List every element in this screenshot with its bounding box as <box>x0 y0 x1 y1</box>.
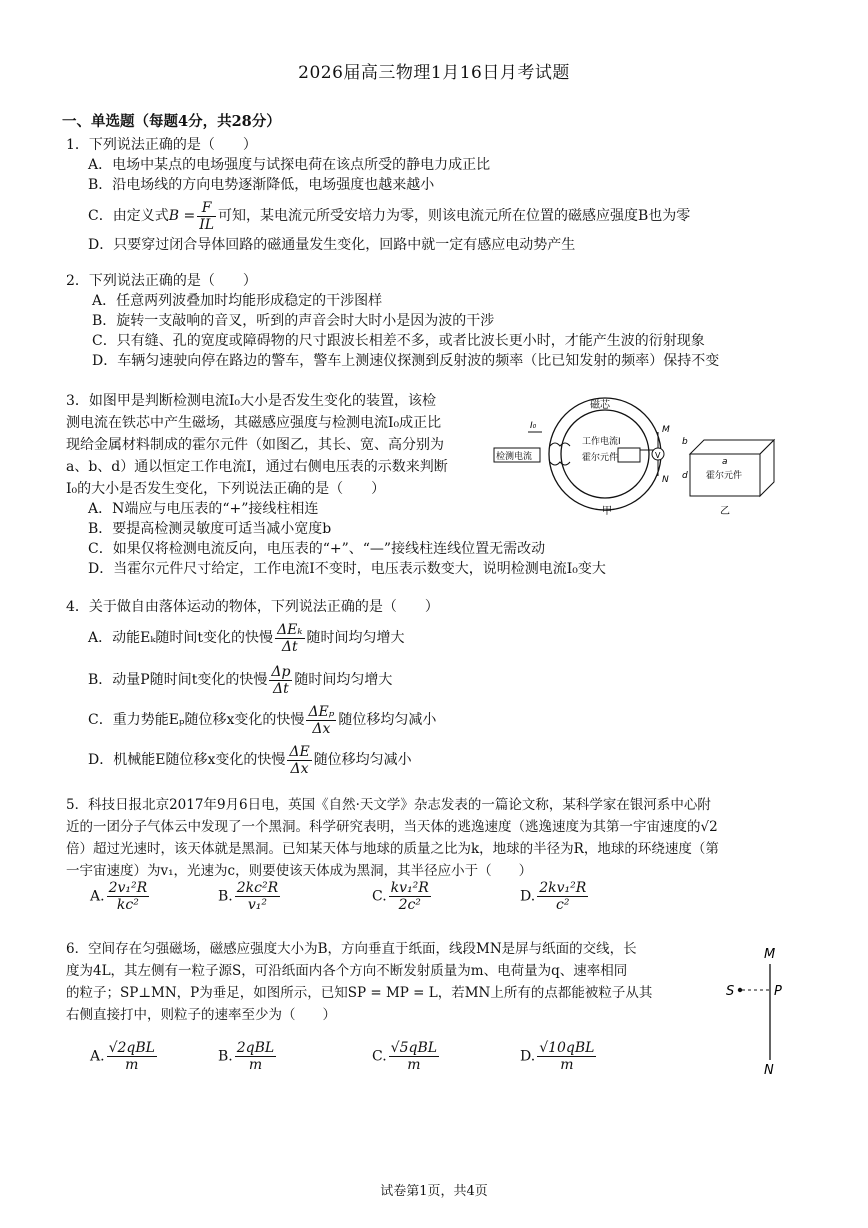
work-current-label: 工作电流I <box>582 437 621 447</box>
q1-option-a: A．电场中某点的电场强度与试探电荷在该点所受的静电力成正比 <box>88 157 491 173</box>
q6-option-c: C. $\frac{\text{√5qBL}}{m}$ <box>372 1040 438 1073</box>
q3-option-c: C．如果仅将检测电流反向，电压表的“+”、“—”接线柱连线位置无需改动 <box>88 541 546 557</box>
q4-option-c: C．重力势能Eₚ随位移x变化的快慢 $\frac{\text{ΔEₚ}}{\Delta x}$ 随位移均匀减小 <box>88 703 437 737</box>
height-d-label: d <box>682 471 688 481</box>
detect-current-label: 检测电流 <box>496 452 533 462</box>
q6-line-4: 右侧直接打中，则粒子的速率至少为（ ） <box>66 1007 336 1023</box>
section-heading: 一、单选题（每题4分，共28分） <box>62 113 281 130</box>
n-terminal-label: N <box>662 475 669 485</box>
q3-line-4: a、b、d）通以恒定工作电流I，通过右侧电压表的示数来判断 <box>66 459 448 475</box>
i0-label: I₀ <box>530 421 537 431</box>
label-s: S <box>726 984 735 999</box>
width-b-label: b <box>682 437 688 447</box>
q6-option-a: A. $\frac{\text{√2qBL}}{m}$ <box>90 1040 155 1073</box>
q3-line-1: 3．如图甲是判断检测电流I₀大小是否发生变化的装置，该检 <box>66 393 437 409</box>
q3-option-a: A．N端应与电压表的“+”接线柱相连 <box>88 501 319 517</box>
q4-stem: 4．关于做自由落体运动的物体，下列说法正确的是（ ） <box>66 599 439 615</box>
page-footer: 试卷第1页，共4页 <box>380 1184 488 1199</box>
figure-yi-label: 乙 <box>720 506 730 517</box>
q5-option-b: B. $\frac{\text{2kc²R}}{\text{v₁²}}$ <box>218 880 279 913</box>
q4-option-d: D．机械能E随位移x变化的快慢 $\frac{\Delta E}{\Delta x}$ 随位移均匀减小 <box>88 743 412 777</box>
q5-line-2: 近的一团分子气体云中发现了一个黑洞。科学研究表明，当天体的逃逸速度（逃逸速度为其第一宇宙速度的√2 <box>66 819 718 835</box>
coil-icon <box>550 443 570 465</box>
hall-box-icon <box>690 440 774 496</box>
q2-option-a: A．任意两列波叠加时均能形成稳定的干涉图样 <box>92 293 383 309</box>
q2-option-b: B．旋转一支敲响的音叉，听到的声音会时大时小是因为波的干涉 <box>92 313 495 329</box>
q5-line-4: 一宇宙速度）为v₁，光速为c，则要使该天体成为黑洞，其半径应小于（ ） <box>66 863 533 879</box>
label-p: P <box>774 984 782 999</box>
q5-option-c: C. $\frac{\text{kv₁²R}}{\text{2c²}}$ <box>372 880 429 913</box>
q5-line-3: 倍）超过光速时，该天体就是黑洞。已知某天体与地球的质量之比为k，地球的半径为R，地球的环绕速度（第 <box>66 841 719 857</box>
hall-label: 霍尔元件 <box>582 453 619 463</box>
q4-option-b: B．动量P随时间t变化的快慢 $\frac{\Delta p}{\Delta t}$ 随时间均匀增大 <box>88 663 393 697</box>
length-a-label: a <box>722 457 728 467</box>
q6-figure <box>722 940 792 1080</box>
q1-stem: 1．下列说法正确的是（ ） <box>66 137 257 153</box>
m-terminal-label: M <box>662 425 670 435</box>
q2-stem: 2．下列说法正确的是（ ） <box>66 273 257 289</box>
figure-jia-label: 甲 <box>602 506 612 517</box>
label-n: N <box>764 1063 774 1078</box>
q4-option-a: A．动能Eₖ随时间t变化的快慢 $\frac{\text{ΔEₖ}}{\Delta t}$ 随时间均匀增大 <box>88 621 405 655</box>
q5-line-1: 5．科技日报北京2017年9月6日电，英国《自然·天文学》杂志发表的一篇论文称，某科学家在银河系中心附 <box>66 797 711 813</box>
q1-option-d: D．只要穿过闭合导体回路的磁通量发生变化，回路中就一定有感应电动势产生 <box>88 237 576 253</box>
q6-option-b: B. $\frac{\text{2qBL}}{m}$ <box>218 1040 275 1073</box>
q6-line-3: 的粒子；SP⊥MN，P为垂足，如图所示，已知SP = MP = L，若MN上所有的点都能被粒子从其 <box>66 985 653 1001</box>
q3-option-b: B．要提高检测灵敏度可适当减小宽度b <box>88 521 332 537</box>
q6-option-d: D. $\frac{\text{√10qBL}}{m}$ <box>520 1040 595 1073</box>
q3-line-5: I₀的大小是否发生变化，下列说法正确的是（ ） <box>66 481 386 497</box>
q3-option-d: D．当霍尔元件尺寸给定，工作电流I不变时，电压表示数变大，说明检测电流I₀变大 <box>88 561 606 577</box>
q5-option-d: D. $\frac{\text{2kv₁²R}}{\text{c²}}$ <box>520 880 587 913</box>
q3-line-2: 测电流在铁芯中产生磁场，其磁感应强度与检测电流I₀成正比 <box>66 415 442 431</box>
q3-figure <box>490 392 790 520</box>
q2-option-c: C．只有缝、孔的宽度或障碍物的尺寸跟波长相差不多，或者比波长更小时，才能产生波的衍射现象 <box>92 333 705 349</box>
q1-fraction: $\frac{F}{IL}$ <box>199 199 215 233</box>
source-s-dot <box>738 988 742 992</box>
q1-option-b: B．沿电场线的方向电势逐渐降低，电场强度也越来越小 <box>88 177 435 193</box>
hall-element-small <box>618 448 640 462</box>
q5-option-a: A. $\frac{\text{2v₁²R}}{\text{kc²}}$ <box>90 880 148 913</box>
q6-line-1: 6．空间存在匀强磁场，磁感应强度大小为B，方向垂直于纸面，线段MN是屏与纸面的交线，长 <box>66 941 637 957</box>
label-m: M <box>764 947 776 962</box>
q6-line-2: 度为4L，其左侧有一粒子源S，可沿纸面内各个方向不断发射质量为m、电荷量为q、速率相同 <box>66 963 628 979</box>
q1-option-c: C．由定义式B = $\frac{F}{IL}$ 可知，某电流元所受安培力为零，则该电流元所在位置的磁感应强度B也为零 <box>88 199 691 233</box>
voltmeter-label: V <box>655 451 661 460</box>
q3-line-3: 现给金属材料制成的霍尔元件（如图乙，其长、宽、高分别为 <box>66 437 444 453</box>
q2-option-d: D．车辆匀速驶向停在路边的警车，警车上测速仪探测到反射波的频率（比已知发射的频率）保持不变 <box>92 353 720 369</box>
hall-box-label: 霍尔元件 <box>706 471 743 481</box>
core-label: 磁芯 <box>590 400 610 411</box>
page-title: 2026届高三物理1月16日月考试题 <box>298 63 570 83</box>
